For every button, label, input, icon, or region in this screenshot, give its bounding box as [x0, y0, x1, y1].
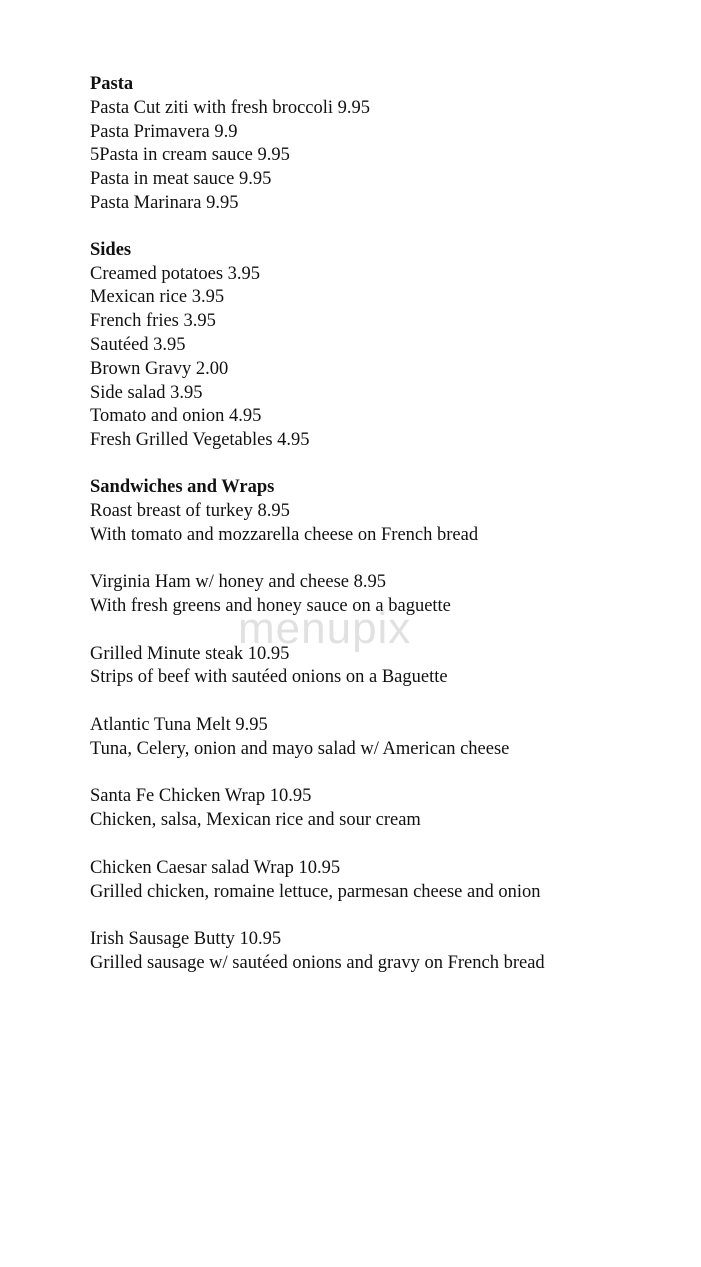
menu-item: French fries 3.95 [90, 311, 216, 332]
sandwich-name: Atlantic Tuna Melt 9.95 [90, 714, 268, 735]
sandwich-description: Grilled sausage w/ sautéed onions and gravy on French bread [90, 952, 545, 973]
sandwiches-heading: Sandwiches and Wraps [90, 476, 275, 497]
sandwich-item [90, 928, 680, 976]
menu-item: Sautéed 3.95 [90, 334, 186, 355]
sandwich-item [90, 857, 680, 905]
sides-heading: Sides [90, 239, 132, 260]
menu-item: Creamed potatoes 3.95 [90, 263, 261, 284]
sandwich-description: Grilled chicken, romaine lettuce, parmesan cheese and onion [90, 881, 541, 902]
sandwich-name: Irish Sausage Butty 10.95 [90, 929, 282, 950]
menu-item: Pasta Primavera 9.9 [90, 121, 238, 142]
pasta-heading: Pasta [90, 74, 134, 94]
menupix-watermark: menupix [238, 604, 412, 653]
menu-item: 5Pasta in cream sauce 9.95 [90, 145, 290, 166]
menu-item: Pasta Cut ziti with fresh broccoli 9.95 [90, 97, 371, 118]
menu-item: Side salad 3.95 [90, 382, 203, 403]
menu-item: Fresh Grilled Vegetables 4.95 [90, 430, 310, 451]
sandwich-item [90, 643, 680, 691]
sandwich-description: With tomato and mozzarella cheese on French bread [90, 524, 479, 545]
sides-section [90, 239, 680, 453]
menu-item: Pasta Marinara 9.95 [90, 192, 239, 213]
sandwich-description: Strips of beef with sautéed onions on a Baguette [90, 667, 448, 688]
sandwich-item [90, 500, 680, 548]
sandwich-description: Chicken, salsa, Mexican rice and sour cream [90, 810, 421, 831]
sandwich-item [90, 714, 680, 762]
sandwich-name: Chicken Caesar salad Wrap 10.95 [90, 857, 341, 878]
sandwich-item [90, 785, 680, 833]
sandwich-description: With fresh greens and honey sauce on a baguette [90, 595, 451, 616]
sandwich-name: Roast breast of turkey 8.95 [90, 500, 290, 521]
menu-item: Pasta in meat sauce 9.95 [90, 169, 272, 190]
menu-item: Tomato and onion 4.95 [90, 406, 262, 427]
menu-item: Brown Gravy 2.00 [90, 358, 229, 379]
pasta-section [90, 73, 680, 216]
sandwich-name: Grilled Minute steak 10.95 [90, 643, 290, 664]
menu-item: Mexican rice 3.95 [90, 287, 225, 308]
sandwich-item [90, 571, 680, 619]
sandwiches-section [90, 476, 680, 976]
sandwich-name: Santa Fe Chicken Wrap 10.95 [90, 786, 312, 807]
menu-page [90, 73, 680, 999]
sandwich-description: Tuna, Celery, onion and mayo salad w/ American cheese [90, 738, 510, 759]
sandwich-name: Virginia Ham w/ honey and cheese 8.95 [90, 572, 387, 593]
